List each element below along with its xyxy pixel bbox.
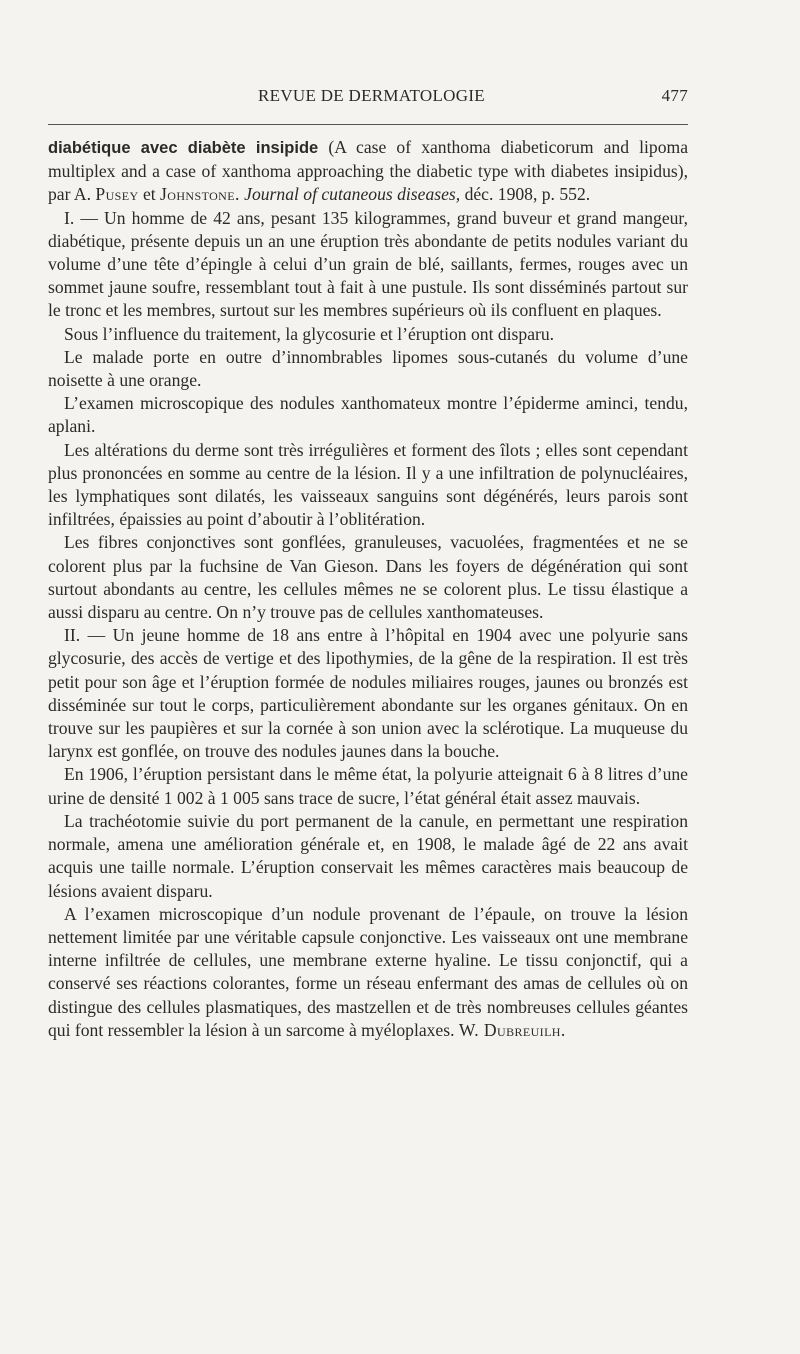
page bbox=[48, 0, 688, 1354]
author-pusey: Pusey bbox=[95, 184, 139, 205]
page-number: 477 bbox=[661, 86, 688, 105]
signature: W. Dubreuilh. bbox=[458, 1019, 566, 1040]
paragraph: I. — Un homme de 42 ans, pesant 135 kilogrammes, grand buveur et grand mangeur, diabétique, présente depuis un an une éruption très abondante de petits nodules variant du volume d’une tête d’épingle à celui d’un grain de blé, saillants, fermes, rouges avec un sommet jaune soufre, ressemblant tout à fait à une pustule. Ils sont disséminés partout sur le tronc et les membres, surtout sur les membres supérieurs où ils confluent en plaques. bbox=[48, 207, 688, 321]
article-heading bbox=[48, 136, 688, 207]
paragraph: Les fibres conjonctives sont gonflées, granuleuses, vacuolées, fragmentées et ne se colorent plus par la fuchsine de Van Gieson. Dans les foyers de dégénération qui sont surtout abondants au centre, les cellules mêmes ne se colorent plus. Le tissu élastique a aussi disparu au centre. On n’y trouve pas de cellules xanthomateuses. bbox=[48, 532, 688, 623]
article-body bbox=[48, 136, 688, 1042]
last-paragraph-text: A l’examen microscopique d’un nodule provenant de l’épaule, on trouve la lésion nettement limitée par une véritable capsule conjonctive. Les vaisseaux ont une membrane interne infiltrée de cellules, une membrane externe hyaline. Le tissu conjonctif, qui a conservé ses réactions colorantes, forme un réseau enfermant des amas de cellules où on distingue des cellules plasmatiques, des mastzellen et de très nombreuses cellules géantes qui font ressembler la lésion à un sarcome à myéloplaxes. bbox=[48, 903, 688, 1040]
last-paragraph bbox=[48, 903, 688, 1042]
article-title-bold: diabétique avec diabète insipide bbox=[48, 139, 319, 157]
paragraph: Le malade porte en outre d’innombrables lipomes sous-cutanés du volume d’une noisette à une orange. bbox=[48, 346, 688, 391]
journal-name: Journal of cutaneous diseases, bbox=[244, 184, 461, 205]
author-conjunction: et bbox=[142, 184, 156, 205]
running-title: REVUE DE DERMATOLOGIE bbox=[258, 86, 485, 105]
paragraph: La trachéotomie suivie du port permanent de la canule, en permettant une respiration normale, amena une amélioration générale et, en 1908, le malade âgé de 22 ans avait acquis une taille normale. L’éruption conservait les mêmes caractères mais beaucoup de lésions avaient disparu. bbox=[48, 810, 688, 901]
paragraph: Sous l’influence du traitement, la glycosurie et l’éruption ont disparu. bbox=[64, 323, 555, 344]
article-title-rest: (A case of xanthoma diabeticorum and lipoma multiplex and a case of xanthoma approaching the diabetic type with diabetes insipidus), par A. bbox=[48, 137, 688, 205]
paragraph: L’examen microscopique des nodules xanthomateux montre l’épiderme aminci, tendu, aplani. bbox=[48, 393, 688, 437]
header-rule bbox=[48, 124, 688, 125]
paragraph: Les altérations du derme sont très irrégulières et forment des îlots ; elles sont cependant plus prononcées en somme au centre de la lésion. Il y a une infiltration de polynucléaires, les lymphatiques sont dilatés, les vaisseaux sanguins sont dégénérés, leurs parois sont infiltrées, épaissies au point d’aboutir à l’oblitération. bbox=[48, 439, 688, 530]
paragraph: II. — Un jeune homme de 18 ans entre à l’hôpital en 1904 avec une polyurie sans glycosurie, des accès de vertige et des lipothymies, de la gêne de la respiration. Il est très petit pour son âge et l’éruption formée de nodules miliaires rouges, jaunes ou bronzés est disséminée sur tout le corps, particulièrement abondante sur les organes génitaux. On en trouve sur les paupières et sur la cornée à son union avec la sclérotique. La muqueuse du larynx est gonflée, on trouve des nodules jaunes dans la bouche. bbox=[48, 625, 688, 762]
citation-date: déc. 1908, p. 552. bbox=[464, 184, 591, 205]
author-johnstone: Johnstone. bbox=[160, 184, 240, 205]
paragraph: En 1906, l’éruption persistant dans le même état, la polyurie atteignait 6 à 8 litres d’une urine de densité 1 002 à 1 005 sans trace de sucre, l’état général était assez mauvais. bbox=[48, 764, 688, 808]
